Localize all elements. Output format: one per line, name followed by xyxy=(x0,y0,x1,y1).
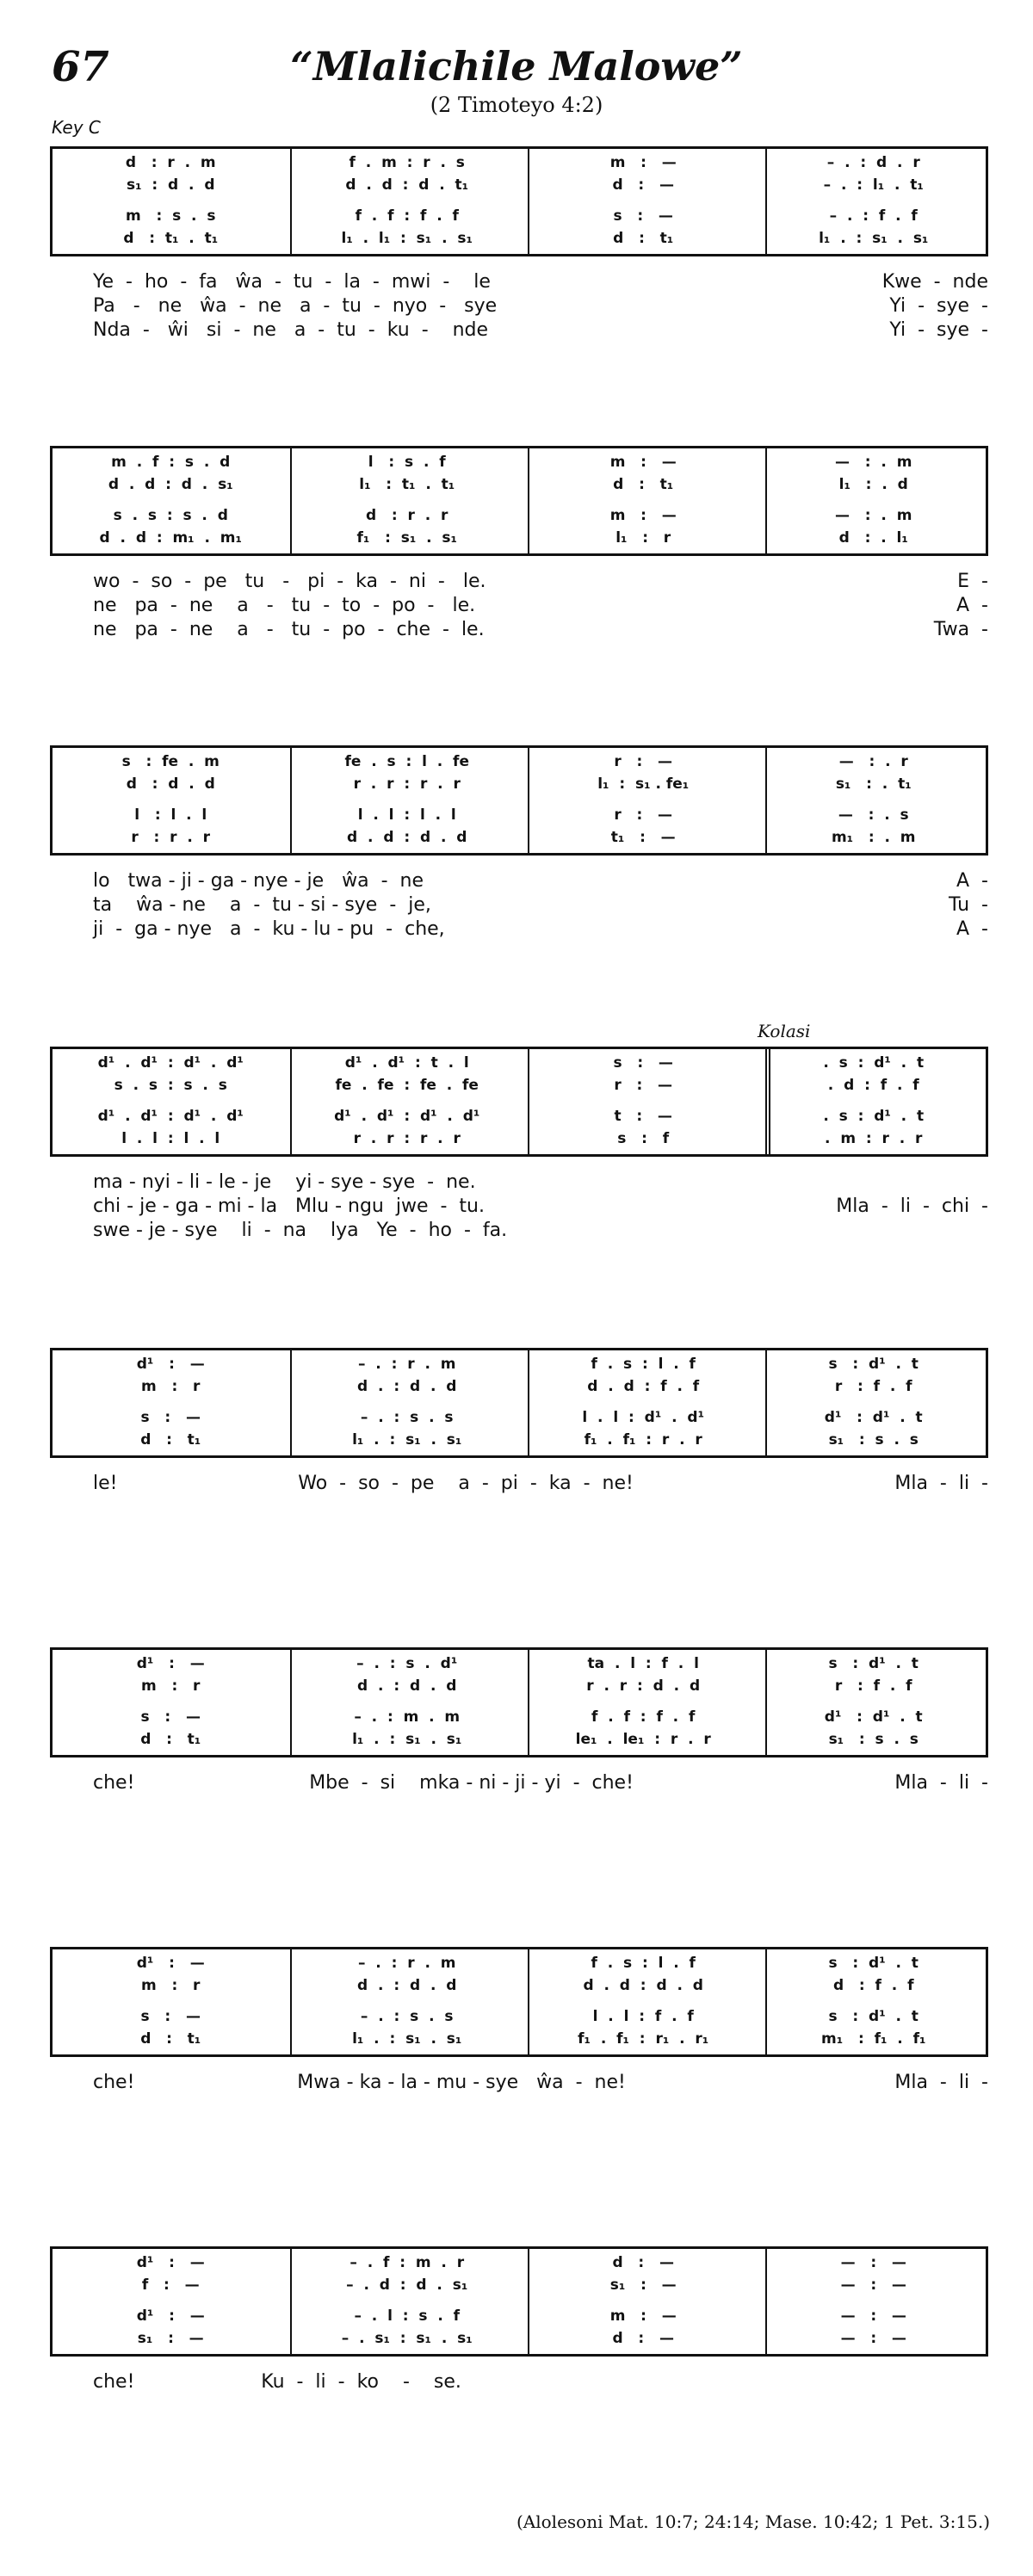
solfa-measure: m . f : s . d xyxy=(111,454,231,471)
solfa-measure: f₁ . f₁ : r₁ . r₁ xyxy=(578,2030,709,2048)
solfa-measure: . s : d¹ . t xyxy=(823,1108,925,1125)
lyrics-block xyxy=(50,1772,988,1796)
solfa-measure: d¹ : d¹ . t xyxy=(824,1708,923,1726)
lyric-line xyxy=(50,2072,988,2096)
music-system xyxy=(50,2246,988,2357)
lyrics-block xyxy=(50,1473,988,1497)
solfa-voice-line xyxy=(53,529,986,547)
solfa-measure: s : d¹ . t xyxy=(828,1955,919,1972)
solfa-measure: l₁ : r xyxy=(615,529,671,547)
solfa-measure: s₁ : s . s xyxy=(828,1731,919,1748)
solfa-measure: d : t₁ xyxy=(140,2030,201,2048)
solfa-measure: ta . l : f . l xyxy=(587,1655,699,1672)
solfa-measure: – . l : s . f xyxy=(354,2307,461,2325)
lyric-line xyxy=(50,1772,988,1796)
solfa-measure: s₁ : — xyxy=(609,2276,677,2294)
solfa-measure: d . : d . d xyxy=(357,1677,457,1695)
lyric-text: ji - ga - nye a - ku - lu - pu - che, xyxy=(93,918,445,940)
solfa-measure: r : — xyxy=(614,806,673,824)
solfa-measure: d . d : m₁ . m₁ xyxy=(99,529,242,547)
solfa-measure: – . : l₁ . t₁ xyxy=(823,176,924,194)
lyric-line xyxy=(50,2371,988,2395)
solfa-measure: d . d : f . f xyxy=(587,1378,700,1395)
solfa-measure: f . f : f . f xyxy=(355,207,459,225)
lyric-pickup: Yi - sye - xyxy=(889,295,988,317)
solfa-measure: l . l : l . l xyxy=(121,1130,220,1147)
music-system xyxy=(50,146,988,256)
solfa-measure: m : r xyxy=(141,1378,201,1395)
solfa-measure: l : s . f xyxy=(368,454,446,471)
lyric-pickup: E - xyxy=(957,571,988,592)
solfa-measure: – . : d . r xyxy=(826,154,920,171)
lyric-pickup: A - xyxy=(956,595,988,616)
solfa-measure: t₁ : — xyxy=(610,829,676,846)
solfa-measure: s : f xyxy=(617,1130,670,1147)
solfa-voice-line xyxy=(53,1077,986,1094)
scripture-reference: (2 Timoteyo 4:2) xyxy=(430,93,603,117)
lyric-pickup: Mla - li - xyxy=(894,1473,988,1494)
music-system xyxy=(50,1047,988,1157)
solfa-measure: d . d : d . d xyxy=(583,1977,703,1994)
solfa-measure: s : — xyxy=(140,1409,201,1426)
solfa-voice-line xyxy=(53,2254,986,2271)
footer-references: (Alolesoni Mat. 10:7; 24:14; Mase. 10:42; 1 Pet. 3:15.) xyxy=(516,2511,990,2532)
solfa-voice-line xyxy=(53,207,986,225)
solfa-measure: r : — xyxy=(614,753,673,770)
solfa-measure: – . : f . f xyxy=(829,207,918,225)
lyric-pickup: A - xyxy=(956,918,988,940)
solfa-measure: – . : r . m xyxy=(357,1955,456,1972)
solfa-measure: s : — xyxy=(140,1708,201,1726)
solfa-measure: s₁ : — xyxy=(137,2330,204,2347)
lyric-line xyxy=(50,319,988,343)
solfa-measure: – . d : d . s₁ xyxy=(346,2276,468,2294)
solfa-measure: le₁ . le₁ : r . r xyxy=(575,1731,711,1748)
solfa-measure: m : r xyxy=(141,1677,201,1695)
solfa-measure: d : t₁ xyxy=(613,476,674,493)
solfa-measure: d : . l₁ xyxy=(838,529,908,547)
solfa-measure: d . : d . d xyxy=(357,1977,457,1994)
solfa-measure: r . r : d . d xyxy=(586,1677,701,1695)
solfa-measure: d : — xyxy=(612,176,674,194)
lyric-pickup: Mla - li - chi - xyxy=(836,1195,988,1217)
solfa-voice-line xyxy=(53,1655,986,1672)
lyric-text: swe - je - sye li - na lya Ye - ho - fa. xyxy=(93,1220,508,1241)
solfa-measure: – . s₁ : s₁ . s₁ xyxy=(341,2330,473,2347)
lyric-line xyxy=(50,571,988,595)
solfa-measure: t : — xyxy=(614,1108,672,1125)
solfa-measure: l₁ : s₁ . fe₁ xyxy=(597,775,690,793)
lyric-text: ma - nyi - li - le - je yi - sye - sye - ne. xyxy=(93,1171,476,1193)
key-signature: Key C xyxy=(52,117,101,138)
solfa-measure: s : d¹ . t xyxy=(828,2008,919,2025)
solfa-voice-line xyxy=(53,1108,986,1125)
lyric-line xyxy=(50,1220,988,1244)
solfa-measure: — : — xyxy=(840,2330,906,2347)
lyric-line xyxy=(50,1473,988,1497)
solfa-voice-line xyxy=(53,1409,986,1426)
solfa-measure: d¹ . d¹ : d¹ . d¹ xyxy=(97,1108,244,1125)
solfa-measure: – . : r . m xyxy=(357,1356,456,1373)
lyric-text: lo twa - ji - ga - nye - je ŵa - ne xyxy=(93,870,424,892)
solfa-measure: s : d¹ . t xyxy=(828,1655,919,1672)
solfa-measure: l₁ : t₁ . t₁ xyxy=(359,476,455,493)
solfa-voice-line xyxy=(53,775,986,793)
solfa-voice-line xyxy=(53,1708,986,1726)
lyric-pickup: Mla - li - xyxy=(894,1772,988,1794)
solfa-measure: d¹ . d¹ : t . l xyxy=(344,1054,469,1072)
solfa-measure: l₁ . : s₁ . s₁ xyxy=(352,1431,462,1449)
chorus-label: Kolasi xyxy=(758,1021,811,1041)
lyrics-block xyxy=(50,1171,988,1244)
solfa-measure: m : — xyxy=(609,454,677,471)
solfa-measure: l . l : f . f xyxy=(592,2008,694,2025)
lyric-line xyxy=(50,894,988,918)
solfa-voice-line xyxy=(53,2030,986,2048)
solfa-measure: – . : m . m xyxy=(354,1708,461,1726)
solfa-measure: l : l . l xyxy=(134,806,207,824)
solfa-measure: — : . m xyxy=(835,507,912,524)
lyric-line xyxy=(50,271,988,295)
solfa-measure: d . : d . d xyxy=(357,1378,457,1395)
solfa-measure: . d : f . f xyxy=(827,1077,919,1094)
lyric-text: che! Mwa - ka - la - mu - sye ŵa - ne! xyxy=(93,2072,626,2093)
lyric-text: chi - je - ga - mi - la Mlu - ngu jwe - tu. xyxy=(93,1195,485,1217)
solfa-measure: s₁ : s . s xyxy=(828,1431,919,1449)
solfa-measure: — : . s xyxy=(838,806,909,824)
lyric-line xyxy=(50,619,988,643)
solfa-measure: r . r : r . r xyxy=(353,1130,461,1147)
solfa-voice-line xyxy=(53,829,986,846)
solfa-measure: s : — xyxy=(613,207,673,225)
solfa-measure: – . : s . d¹ xyxy=(356,1655,458,1672)
solfa-measure: d : r . m xyxy=(125,154,216,171)
lyric-pickup: A - xyxy=(956,870,988,892)
lyric-text: ta ŵa - ne a - tu - si - sye - je, xyxy=(93,894,431,916)
solfa-measure: l₁ . l₁ : s₁ . s₁ xyxy=(341,230,473,247)
lyric-pickup: Yi - sye - xyxy=(889,319,988,341)
solfa-voice-line xyxy=(53,2330,986,2347)
solfa-measure: l . l : d¹ . d¹ xyxy=(582,1409,705,1426)
solfa-voice-line xyxy=(53,1356,986,1373)
lyric-text: Nda - ŵi si - ne a - tu - ku - nde xyxy=(93,319,489,341)
solfa-measure: d : t₁ . t₁ xyxy=(123,230,219,247)
solfa-measure: m : — xyxy=(609,154,677,171)
solfa-measure: f₁ . f₁ : r . r xyxy=(584,1431,702,1449)
solfa-measure: d : t₁ xyxy=(613,230,674,247)
solfa-measure: — : — xyxy=(840,2254,906,2271)
lyric-text: Ye - ho - fa ŵa - tu - la - mwi - le xyxy=(93,271,491,293)
solfa-voice-line xyxy=(53,476,986,493)
solfa-measure: m : s . s xyxy=(126,207,216,225)
solfa-measure: m : r xyxy=(141,1977,201,1994)
solfa-measure: — : . m xyxy=(835,454,912,471)
solfa-voice-line xyxy=(53,806,986,824)
solfa-measure: – . : s . s xyxy=(360,2008,454,2025)
solfa-measure: s . s : s . d xyxy=(113,507,228,524)
lyric-line xyxy=(50,1195,988,1220)
solfa-measure: d : — xyxy=(612,2330,674,2347)
lyrics-block xyxy=(50,2371,988,2395)
solfa-measure: m₁ : f₁ . f₁ xyxy=(821,2030,926,2048)
lyrics-block xyxy=(50,2072,988,2096)
solfa-voice-line xyxy=(53,176,986,194)
solfa-voice-line xyxy=(53,1378,986,1395)
solfa-measure: l₁ . : s₁ . s₁ xyxy=(819,230,929,247)
solfa-voice-line xyxy=(53,1977,986,1994)
lyric-text: che! Ku - li - ko - se. xyxy=(93,2371,461,2393)
solfa-measure: – . f : m . r xyxy=(349,2254,465,2271)
solfa-measure: d : d . d xyxy=(126,775,215,793)
lyric-text: che! Mbe - si mka - ni - ji - yi - che! xyxy=(93,1772,634,1794)
solfa-voice-line xyxy=(53,454,986,471)
solfa-measure: d . d : d . d xyxy=(347,829,467,846)
solfa-voice-line xyxy=(53,154,986,171)
solfa-measure: d¹ : — xyxy=(136,1356,205,1373)
solfa-measure: l₁ : . d xyxy=(838,476,908,493)
solfa-voice-line xyxy=(53,2276,986,2294)
lyric-line xyxy=(50,295,988,319)
solfa-measure: s : — xyxy=(613,1054,673,1072)
solfa-voice-line xyxy=(53,2008,986,2025)
solfa-measure: – . : s . s xyxy=(360,1409,454,1426)
solfa-measure: d : f . f xyxy=(832,1977,914,1994)
lyric-text: ne pa - ne a - tu - po - che - le. xyxy=(93,619,485,640)
hymn-number: 67 xyxy=(52,43,109,91)
solfa-measure: s : fe . m xyxy=(121,753,220,770)
solfa-measure: d¹ : — xyxy=(136,1955,205,1972)
lyric-pickup: Kwe - nde xyxy=(881,271,988,293)
solfa-measure: m : — xyxy=(609,507,677,524)
music-system xyxy=(50,745,988,856)
solfa-voice-line xyxy=(53,1130,986,1147)
solfa-measure: m₁ : . m xyxy=(831,829,916,846)
solfa-measure: — : . r xyxy=(838,753,908,770)
solfa-measure: d . d : d . t₁ xyxy=(345,176,469,194)
lyric-line xyxy=(50,918,988,942)
solfa-voice-line xyxy=(53,507,986,524)
solfa-measure: d : — xyxy=(612,2254,674,2271)
solfa-measure: d¹ : — xyxy=(136,2254,205,2271)
solfa-voice-line xyxy=(53,2307,986,2325)
solfa-voice-line xyxy=(53,1955,986,1972)
lyric-pickup: Twa - xyxy=(933,619,988,640)
solfa-measure: f . f : f . f xyxy=(591,1708,696,1726)
music-system xyxy=(50,446,988,556)
solfa-measure: l₁ . : s₁ . s₁ xyxy=(352,2030,462,2048)
solfa-measure: f . s : l . f xyxy=(591,1356,696,1373)
lyric-text: ne pa - ne a - tu - to - po - le. xyxy=(93,595,476,616)
solfa-measure: — : — xyxy=(840,2307,906,2325)
solfa-voice-line xyxy=(53,1677,986,1695)
solfa-measure: . s : d¹ . t xyxy=(823,1054,925,1072)
lyric-line xyxy=(50,1171,988,1195)
solfa-voice-line xyxy=(53,230,986,247)
solfa-measure: f . s : l . f xyxy=(591,1955,696,1972)
solfa-measure: s₁ : d . d xyxy=(126,176,215,194)
solfa-measure: m : — xyxy=(609,2307,677,2325)
solfa-voice-line xyxy=(53,1731,986,1748)
solfa-measure: d : t₁ xyxy=(140,1431,201,1449)
lyrics-block xyxy=(50,271,988,343)
solfa-measure: f₁ : s₁ . s₁ xyxy=(356,529,457,547)
solfa-measure: r . r : r . r xyxy=(353,775,461,793)
lyric-line xyxy=(50,870,988,894)
lyric-pickup: Tu - xyxy=(949,894,988,916)
hymn-title: “Mlalichile Malowe” xyxy=(290,43,743,90)
solfa-measure: r : — xyxy=(614,1077,673,1094)
solfa-measure: d¹ : d¹ . t xyxy=(824,1409,923,1426)
solfa-measure: s : d¹ . t xyxy=(828,1356,919,1373)
solfa-measure: s : — xyxy=(140,2008,201,2025)
lyric-pickup: Mla - li - xyxy=(894,2072,988,2093)
solfa-measure: d¹ . d¹ : d¹ . d¹ xyxy=(334,1108,480,1125)
solfa-voice-line xyxy=(53,753,986,770)
lyrics-block xyxy=(50,870,988,942)
music-system xyxy=(50,1647,988,1757)
lyric-text: wo - so - pe tu - pi - ka - ni - le. xyxy=(93,571,486,592)
solfa-measure: f : — xyxy=(141,2276,200,2294)
solfa-measure: s . s : s . s xyxy=(114,1077,227,1094)
solfa-measure: r : f . f xyxy=(834,1677,912,1695)
music-system xyxy=(50,1947,988,2057)
solfa-measure: fe . fe : fe . fe xyxy=(335,1077,479,1094)
solfa-measure: r : f . f xyxy=(834,1378,912,1395)
solfa-measure: d¹ . d¹ : d¹ . d¹ xyxy=(97,1054,244,1072)
solfa-measure: f . m : r . s xyxy=(349,154,465,171)
solfa-voice-line xyxy=(53,1431,986,1449)
lyrics-block xyxy=(50,571,988,643)
solfa-measure: r : r . r xyxy=(131,829,211,846)
solfa-measure: — : — xyxy=(840,2276,906,2294)
lyric-text: Pa - ne ŵa - ne a - tu - nyo - sye xyxy=(93,295,498,317)
solfa-measure: fe . s : l . fe xyxy=(344,753,469,770)
solfa-measure: d : r . r xyxy=(365,507,448,524)
lyric-text: le! Wo - so - pe a - pi - ka - ne! xyxy=(93,1473,634,1494)
solfa-measure: s₁ : . t₁ xyxy=(835,775,912,793)
solfa-measure: d . d : d . s₁ xyxy=(108,476,233,493)
solfa-voice-line xyxy=(53,1054,986,1072)
solfa-measure: d¹ : — xyxy=(136,2307,205,2325)
solfa-measure: l₁ . : s₁ . s₁ xyxy=(352,1731,462,1748)
solfa-measure: d¹ : — xyxy=(136,1655,205,1672)
solfa-measure: . m : r . r xyxy=(825,1130,923,1147)
lyric-line xyxy=(50,595,988,619)
solfa-measure: l . l : l . l xyxy=(357,806,456,824)
music-system xyxy=(50,1348,988,1458)
solfa-measure: d : t₁ xyxy=(140,1731,201,1748)
